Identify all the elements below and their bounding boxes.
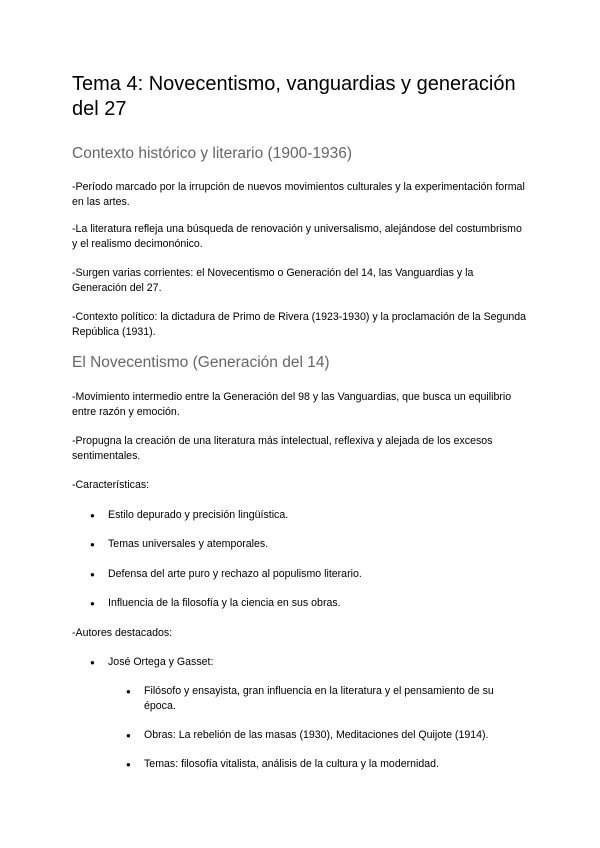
- list-item: [90, 567, 528, 582]
- list-item: [90, 537, 528, 552]
- section-heading-novecentismo: El Novecentismo (Generación del 14): [72, 354, 330, 371]
- paragraph: -La literatura refleja una búsqueda de renovación y universalismo, alejándose del costumbrismo y el realismo decimonónico.: [72, 223, 522, 250]
- paragraph: -Contexto político: la dictadura de Primo de Rivera (1923-1930) y la proclamación de la Segunda República (1931).: [72, 311, 527, 338]
- bullet-icon: ●: [90, 599, 95, 608]
- author-detail-text: Filósofo y ensayista, gran influencia en la literatura y el pensamiento de su época.: [144, 685, 494, 712]
- author-item: [90, 655, 528, 670]
- paragraph: -Surgen varias corrientes: el Novecentismo o Generación del 14, las Vanguardias y la Generación del 27.: [72, 267, 474, 294]
- document-title: Tema 4: Novecentismo, vanguardias y generación del 27: [72, 73, 516, 120]
- bullet-icon: ●: [90, 540, 95, 549]
- bullet-icon: ●: [126, 687, 131, 696]
- bullet-icon: ●: [126, 760, 131, 769]
- paragraph: -Movimiento intermedio entre la Generación del 98 y las Vanguardias, que busca un equilibrio entre razón y emoción.: [72, 391, 512, 418]
- list-item: [90, 508, 528, 523]
- paragraph: -Propugna la creación de una literatura más intelectual, reflexiva y alejada de los excesos sentimentales.: [72, 435, 493, 462]
- list-item-text: Defensa del arte puro y rechazo al populismo literario.: [108, 568, 362, 580]
- author-detail: [126, 728, 528, 743]
- paragraph: -Período marcado por la irrupción de nuevos movimientos culturales y la experimentación formal en las artes.: [72, 181, 525, 208]
- author-detail-text: Temas: filosofía vitalista, análisis de la cultura y la modernidad.: [144, 758, 440, 770]
- bullet-icon: ●: [126, 731, 131, 740]
- list-item-text: Influencia de la filosofía y la ciencia en sus obras.: [108, 597, 341, 609]
- bullet-icon: ●: [90, 658, 95, 667]
- author-detail-text: Obras: La rebelión de las masas (1930), Meditaciones del Quijote (1914).: [144, 729, 489, 741]
- bullet-icon: ●: [90, 511, 95, 520]
- characteristics-label: -Características:: [72, 479, 150, 491]
- list-item: [90, 596, 528, 611]
- list-item-text: Temas universales y atemporales.: [108, 538, 269, 550]
- bullet-icon: ●: [90, 570, 95, 579]
- authors-label: -Autores destacados:: [72, 627, 173, 639]
- author-detail: [126, 757, 528, 772]
- list-item-text: Estilo depurado y precisión lingüística.: [108, 509, 289, 521]
- author-name: José Ortega y Gasset:: [108, 656, 214, 668]
- section-heading-context: Contexto histórico y literario (1900-1936): [72, 145, 352, 162]
- author-detail: [126, 684, 528, 714]
